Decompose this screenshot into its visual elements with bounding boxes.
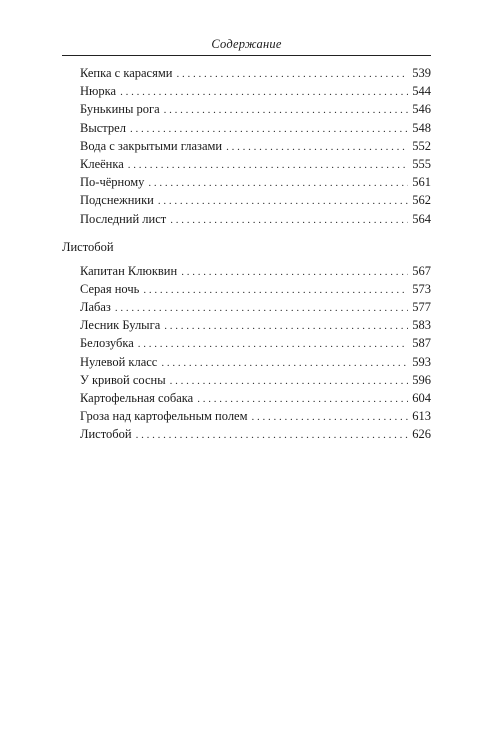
entry-title: Лабаз [80,300,111,315]
entry-title: Бунькины рога [80,102,160,117]
toc-entry [62,407,431,425]
entry-page: 587 [412,336,431,351]
toc-entry [62,280,431,298]
toc-entry [62,334,431,352]
entry-page: 548 [412,120,431,135]
dot-leader [181,263,408,281]
dot-leader [158,192,408,210]
toc-entry [62,64,431,82]
toc-group-2 [62,262,431,444]
entry-title: Последний лист [80,211,167,226]
running-head: Содержание [211,37,282,51]
entry-page: 577 [412,300,431,315]
entry-page: 613 [412,409,431,424]
entry-title: Нулевой класс [80,354,158,369]
entry-title: Клеёнка [80,156,124,171]
entry-page: 562 [412,193,431,208]
dot-leader [170,211,408,229]
dot-leader [120,83,408,101]
dot-leader [136,426,409,444]
entry-title: Выстрел [80,120,126,135]
dot-leader [164,101,409,119]
entry-title: Нюрка [80,84,117,99]
dot-leader [130,120,408,138]
section-heading: Листобой [62,239,114,254]
entry-page: 626 [412,427,431,442]
entry-page: 552 [412,138,431,153]
dot-leader [164,317,408,335]
toc-entry [62,371,431,389]
entry-page: 564 [412,211,431,226]
dot-leader [143,281,408,299]
dot-leader [176,65,408,83]
entry-page: 573 [412,281,431,296]
toc-entry [62,155,431,173]
entry-page: 567 [412,263,431,278]
toc-entry [62,316,431,334]
dot-leader [161,354,408,372]
entry-page: 593 [412,354,431,369]
entry-title: Серая ночь [80,281,140,296]
entry-page: 539 [412,66,431,80]
dot-leader [226,138,408,156]
entry-title: Гроза над картофельным полем [80,409,248,424]
toc-entry [62,173,431,191]
entry-title: Картофельная собака [80,391,194,405]
dot-leader [148,174,408,192]
toc-entry [62,210,431,228]
dot-leader [128,156,408,174]
entry-title: По-чёрному [80,175,145,190]
toc-entry [62,262,431,280]
table-of-contents [62,64,431,444]
toc-entry [62,389,431,407]
entry-title: Лесник Булыга [80,318,161,333]
entry-title: Кепка с карасями [80,66,173,80]
dot-leader [115,299,408,317]
entry-title: Белозубка [80,336,134,351]
toc-entry [62,100,431,118]
entry-title: Вода с закрытыми глазами [80,138,223,153]
toc-entry [62,298,431,316]
dot-leader [170,372,409,390]
toc-entry [62,82,431,100]
header-rule [62,55,431,56]
entry-title: У кривой сосны [80,372,166,387]
entry-page: 555 [412,156,431,171]
toc-group-1 [62,64,431,228]
dot-leader [197,390,408,408]
entry-page: 561 [412,175,431,190]
toc-entry [62,425,431,443]
entry-title: Подснежники [80,193,154,208]
dot-leader [252,408,409,426]
entry-page: 604 [412,391,431,405]
entry-title: Листобой [80,427,132,442]
entry-page: 544 [412,84,431,99]
toc-entry [62,353,431,371]
entry-page: 546 [412,102,431,117]
entry-title: Капитан Клюквин [80,263,178,278]
toc-entry [62,137,431,155]
entry-page: 596 [412,372,431,387]
dot-leader [138,335,408,353]
toc-entry [62,119,431,137]
toc-entry [62,191,431,209]
entry-page: 583 [412,318,431,333]
